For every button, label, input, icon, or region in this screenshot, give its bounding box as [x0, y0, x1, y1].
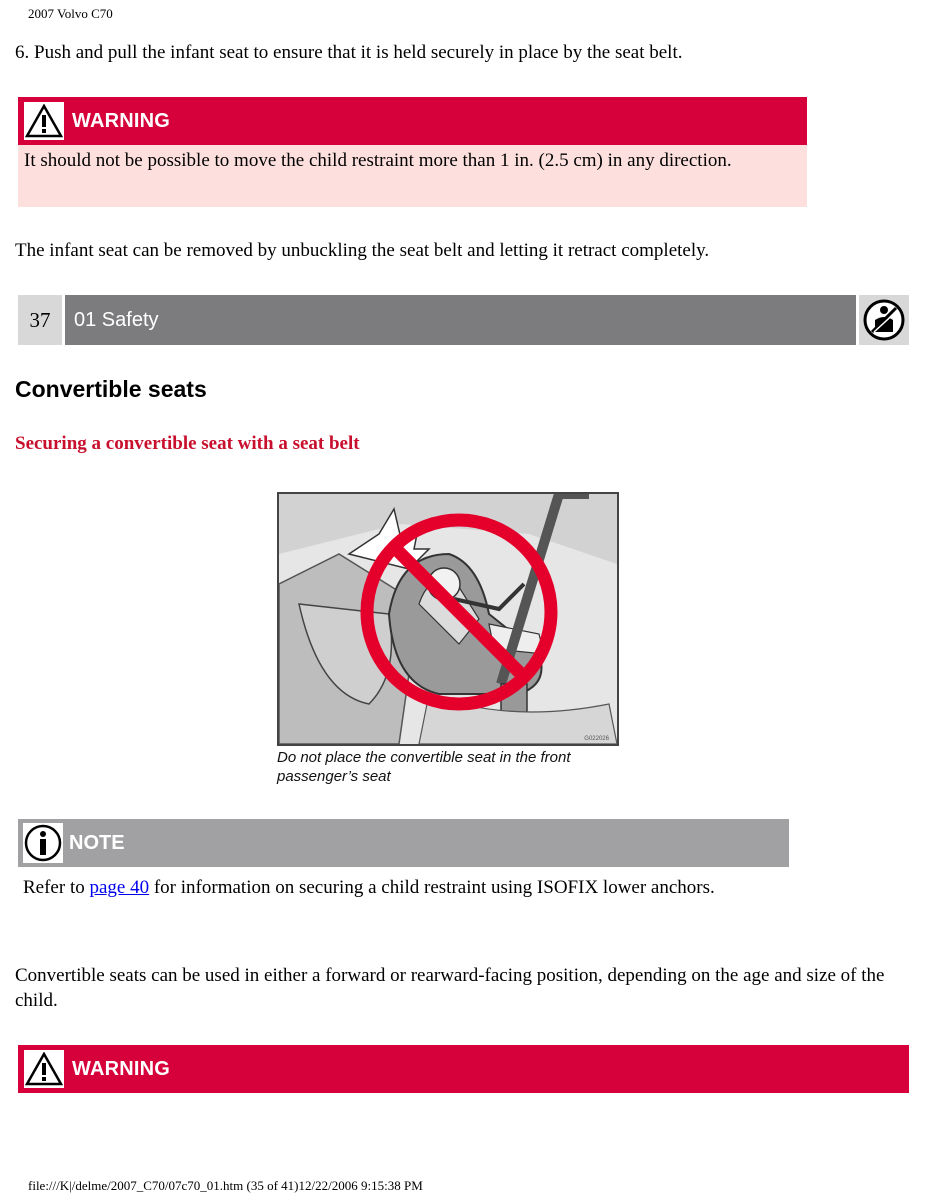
- note-header: [18, 819, 789, 867]
- warning-header: [18, 97, 807, 145]
- figure-code: G022026: [584, 736, 609, 742]
- note-text-before: Refer to: [23, 877, 90, 898]
- document-header: 2007 Volvo C70: [28, 6, 113, 21]
- note-text: [23, 874, 743, 901]
- warning-label: WARNING: [72, 109, 171, 132]
- info-icon: [23, 823, 63, 863]
- warning-header-2: [18, 1045, 909, 1093]
- subheading: Securing a convertible seat with a seat belt: [15, 433, 360, 454]
- warning-triangle-icon: [24, 102, 64, 140]
- prohibited-seat-illustration: [277, 492, 619, 746]
- convertible-paragraph: Convertible seats can be used in either a forward or rearward-facing position, depending on the age and size of the child.: [15, 965, 885, 1011]
- warning-text: It should not be possible to move the child restraint more than 1 in. (2.5 cm) in any direction.: [18, 145, 807, 207]
- warning-label-2: WARNING: [72, 1057, 171, 1080]
- note-text-after: for information on securing a child restraint using ISOFIX lower anchors.: [149, 877, 715, 898]
- warning-box-2: [18, 1045, 909, 1093]
- section-bar: [18, 295, 909, 345]
- file-path-footer: file:///K|/delme/2007_C70/07c70_01.htm (35 of 41)12/22/2006 9:15:38 PM: [28, 1178, 423, 1193]
- page-number: 37: [18, 295, 62, 345]
- note-label: NOTE: [69, 831, 125, 854]
- page-40-link[interactable]: page 40: [89, 877, 150, 898]
- note-box: [18, 819, 789, 867]
- section-title: 01 Safety: [65, 295, 856, 345]
- step-6-text: 6. Push and pull the infant seat to ensure that it is held securely in place by the seat belt.: [15, 42, 683, 63]
- figure-caption: Do not place the convertible seat in the front passenger’s seat: [277, 749, 571, 785]
- warning-box: [18, 97, 807, 207]
- seatbelt-icon: [859, 295, 909, 345]
- removal-paragraph: The infant seat can be removed by unbuckling the seat belt and letting it retract completely.: [15, 240, 710, 261]
- page-heading: Convertible seats: [15, 376, 207, 402]
- warning-triangle-icon: [24, 1050, 64, 1088]
